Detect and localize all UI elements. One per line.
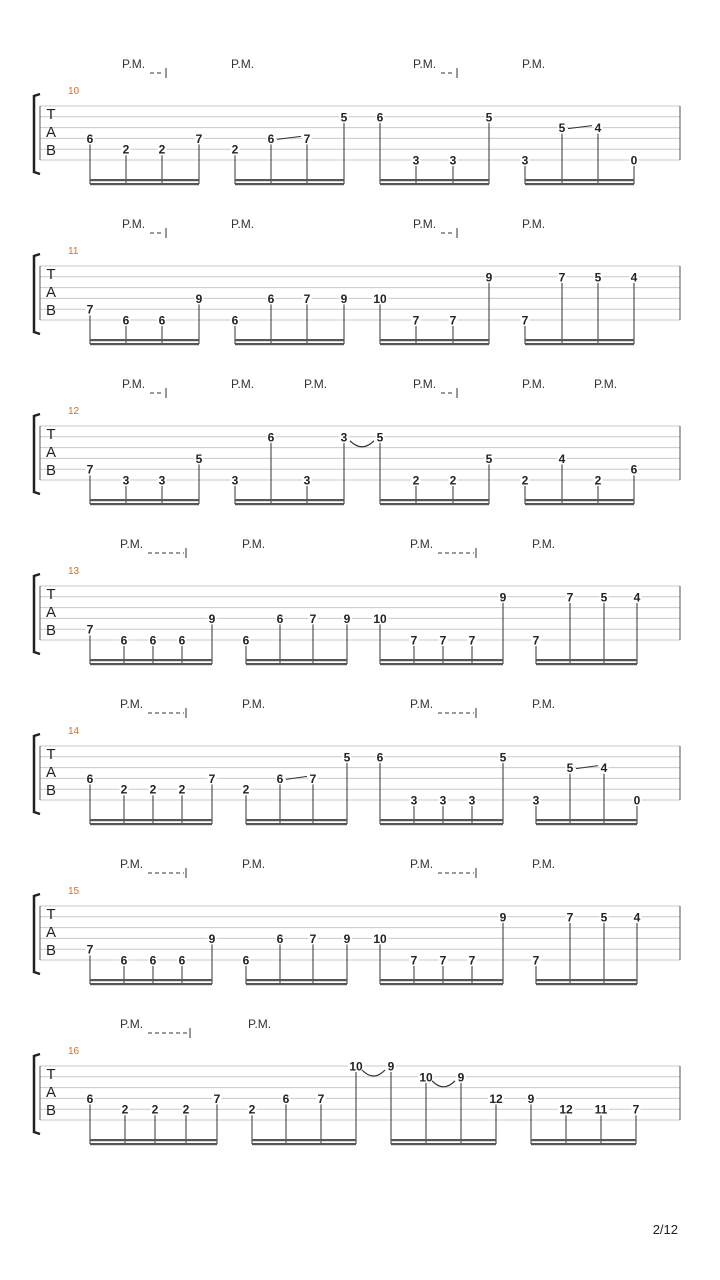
palm-mute-label: P.M. — [410, 697, 434, 711]
fret-number: 7 — [303, 291, 311, 306]
tab-clef-letter: T — [46, 586, 56, 603]
measure-number: 13 — [68, 566, 80, 577]
beam — [531, 1143, 636, 1145]
tie-arc — [432, 1081, 455, 1087]
fret-number: 12 — [559, 1102, 573, 1117]
beam — [380, 343, 489, 345]
fret-number: 2 — [149, 782, 157, 797]
beam — [235, 183, 344, 185]
fret-number: 2 — [182, 1102, 190, 1117]
palm-mute-label: P.M. — [242, 537, 266, 551]
fret-number: 7 — [566, 910, 574, 925]
fret-number: 2 — [122, 142, 130, 157]
fret-number: 9 — [499, 590, 507, 605]
beam — [252, 1143, 356, 1145]
fret-number: 0 — [633, 793, 641, 808]
fret-number: 3 — [532, 793, 540, 808]
palm-mute-label: P.M. — [410, 537, 434, 551]
beam — [536, 983, 637, 985]
fret-number: 6 — [267, 131, 275, 146]
fret-number: 3 — [303, 473, 311, 488]
fret-number: 0 — [630, 153, 638, 168]
beam — [380, 179, 489, 181]
fret-number: 7 — [213, 1091, 221, 1106]
fret-number: 5 — [600, 590, 608, 605]
beam — [525, 503, 634, 505]
beam — [246, 663, 347, 665]
beam — [391, 1143, 496, 1145]
fret-number: 12 — [489, 1091, 503, 1106]
fret-number: 3 — [122, 473, 130, 488]
tab-clef-letter: T — [46, 106, 56, 123]
tab-clef-letter: B — [45, 142, 57, 159]
tab-clef-letter: A — [45, 284, 57, 301]
fret-number: 9 — [208, 611, 216, 626]
tab-clef-letter: B — [45, 462, 57, 479]
fret-number: 7 — [309, 771, 317, 786]
tab-clef-letter: T — [46, 426, 56, 443]
fret-number: 6 — [86, 131, 94, 146]
beam — [380, 979, 503, 981]
beam — [246, 819, 347, 821]
beam — [235, 499, 344, 501]
fret-number: 2 — [178, 782, 186, 797]
measure-number: 12 — [68, 406, 80, 417]
palm-mute-label: P.M. — [410, 857, 434, 871]
fret-number: 2 — [521, 473, 529, 488]
fret-number: 7 — [521, 313, 529, 328]
fret-number: 9 — [527, 1091, 535, 1106]
fret-number: 9 — [195, 291, 203, 306]
palm-mute-label: P.M. — [304, 377, 328, 391]
tab-clef-letter: A — [45, 764, 57, 781]
fret-number: 6 — [120, 633, 128, 648]
fret-number: 2 — [151, 1102, 159, 1117]
beam — [90, 499, 199, 501]
tie-arc — [350, 441, 374, 447]
fret-number: 9 — [340, 291, 348, 306]
palm-mute-label: P.M. — [242, 857, 266, 871]
fret-number: 7 — [317, 1091, 325, 1106]
fret-number: 7 — [195, 131, 203, 146]
fret-number: 9 — [343, 931, 351, 946]
beam — [531, 1139, 636, 1141]
beam — [380, 663, 503, 665]
palm-mute-label: P.M. — [532, 697, 556, 711]
tab-clef-letter: T — [46, 906, 56, 923]
fret-number: 7 — [86, 302, 94, 317]
fret-number: 4 — [594, 121, 602, 136]
beam — [235, 179, 344, 181]
tab-system — [34, 217, 680, 345]
tab-clef-letter: B — [45, 782, 57, 799]
palm-mute-label: P.M. — [522, 217, 546, 231]
fret-number: 5 — [376, 430, 384, 445]
fret-number: 9 — [343, 611, 351, 626]
fret-number: 3 — [468, 793, 476, 808]
fret-number: 2 — [449, 473, 457, 488]
fret-number: 2 — [412, 473, 420, 488]
palm-mute-label: P.M. — [120, 857, 144, 871]
beam — [235, 339, 344, 341]
fret-number: 10 — [373, 291, 387, 306]
fret-number: 7 — [208, 771, 216, 786]
tab-system — [34, 377, 680, 505]
system-bracket — [34, 254, 40, 334]
palm-mute-label: P.M. — [122, 377, 146, 391]
fret-number: 6 — [267, 291, 275, 306]
fret-number: 6 — [120, 953, 128, 968]
beam — [525, 179, 634, 181]
fret-number: 7 — [410, 953, 418, 968]
tab-clef-letter: B — [45, 1102, 57, 1119]
tab-clef-letter: T — [46, 1066, 56, 1083]
fret-number: 10 — [349, 1059, 363, 1074]
tab-clef-letter: A — [45, 604, 57, 621]
beam — [525, 499, 634, 501]
tab-system — [34, 537, 680, 665]
fret-number: 6 — [276, 611, 284, 626]
fret-number: 3 — [439, 793, 447, 808]
fret-number: 2 — [231, 142, 239, 157]
beam — [536, 823, 637, 825]
palm-mute-label: P.M. — [122, 57, 146, 71]
beam — [246, 823, 347, 825]
fret-number: 5 — [566, 761, 574, 776]
tie-arc — [362, 1070, 385, 1076]
beam — [90, 339, 199, 341]
fret-number: 4 — [633, 910, 641, 925]
beam — [90, 659, 212, 661]
system-bracket — [34, 574, 40, 654]
fret-number: 6 — [86, 1091, 94, 1106]
palm-mute-label: P.M. — [122, 217, 146, 231]
measure-number: 16 — [68, 1046, 80, 1057]
fret-number: 7 — [439, 953, 447, 968]
fret-number: 3 — [340, 430, 348, 445]
system-bracket — [34, 94, 40, 174]
fret-number: 7 — [303, 131, 311, 146]
tab-system — [34, 57, 680, 185]
fret-number: 5 — [499, 750, 507, 765]
palm-mute-label: P.M. — [231, 217, 255, 231]
fret-number: 2 — [158, 142, 166, 157]
beam — [90, 823, 212, 825]
beam — [380, 819, 503, 821]
fret-number: 10 — [373, 611, 387, 626]
fret-number: 2 — [242, 782, 250, 797]
beam — [380, 983, 503, 985]
fret-number: 5 — [340, 110, 348, 125]
fret-number: 3 — [231, 473, 239, 488]
fret-number: 2 — [248, 1102, 256, 1117]
tab-clef-letter: B — [45, 622, 57, 639]
fret-number: 2 — [594, 473, 602, 488]
fret-number: 9 — [457, 1070, 465, 1085]
fret-number: 5 — [195, 451, 203, 466]
tab-clef-letter: B — [45, 942, 57, 959]
fret-number: 6 — [178, 953, 186, 968]
fret-number: 9 — [485, 270, 493, 285]
fret-number: 6 — [242, 633, 250, 648]
fret-number: 6 — [158, 313, 166, 328]
beam — [90, 343, 199, 345]
beam — [380, 339, 489, 341]
beam — [246, 983, 347, 985]
beam — [90, 503, 199, 505]
system-bracket — [34, 894, 40, 974]
fret-number: 3 — [410, 793, 418, 808]
palm-mute-label: P.M. — [120, 1017, 144, 1031]
beam — [90, 979, 212, 981]
fret-number: 3 — [412, 153, 420, 168]
system-bracket — [34, 1054, 40, 1134]
beam — [90, 1143, 217, 1145]
palm-mute-label: P.M. — [231, 377, 255, 391]
palm-mute-label: P.M. — [522, 57, 546, 71]
fret-number: 6 — [376, 110, 384, 125]
fret-number: 7 — [449, 313, 457, 328]
measure-number: 14 — [68, 726, 80, 737]
fret-number: 4 — [630, 270, 638, 285]
palm-mute-label: P.M. — [242, 697, 266, 711]
beam — [391, 1139, 496, 1141]
system-bracket — [34, 414, 40, 494]
tab-system — [34, 857, 680, 985]
fret-number: 6 — [122, 313, 130, 328]
fret-number: 2 — [121, 1102, 129, 1117]
fret-number: 6 — [376, 750, 384, 765]
palm-mute-label: P.M. — [413, 377, 437, 391]
fret-number: 6 — [149, 953, 157, 968]
tab-clef-letter: A — [45, 124, 57, 141]
fret-number: 7 — [468, 633, 476, 648]
beam — [380, 503, 489, 505]
palm-mute-label: P.M. — [594, 377, 618, 391]
fret-number: 9 — [499, 910, 507, 925]
tab-clef-letter: T — [46, 746, 56, 763]
fret-number: 7 — [468, 953, 476, 968]
fret-number: 10 — [373, 931, 387, 946]
fret-number: 6 — [149, 633, 157, 648]
fret-number: 6 — [242, 953, 250, 968]
beam — [525, 339, 634, 341]
fret-number: 6 — [630, 462, 638, 477]
fret-number: 7 — [632, 1102, 640, 1117]
palm-mute-label: P.M. — [413, 57, 437, 71]
fret-number: 10 — [419, 1070, 433, 1085]
beam — [536, 979, 637, 981]
fret-number: 7 — [86, 942, 94, 957]
tab-clef-letter: A — [45, 924, 57, 941]
fret-number: 5 — [558, 121, 566, 136]
fret-number: 7 — [86, 622, 94, 637]
beam — [90, 819, 212, 821]
tab-clef-letter: A — [45, 444, 57, 461]
fret-number: 5 — [594, 270, 602, 285]
fret-number: 3 — [521, 153, 529, 168]
fret-number: 5 — [600, 910, 608, 925]
fret-number: 7 — [439, 633, 447, 648]
fret-number: 11 — [594, 1102, 608, 1117]
beam — [380, 183, 489, 185]
beam — [536, 819, 637, 821]
beam — [246, 979, 347, 981]
palm-mute-label: P.M. — [413, 217, 437, 231]
fret-number: 6 — [267, 430, 275, 445]
fret-number: 7 — [309, 611, 317, 626]
fret-number: 7 — [86, 462, 94, 477]
fret-number: 4 — [558, 451, 566, 466]
beam — [525, 183, 634, 185]
beam — [536, 663, 637, 665]
palm-mute-label: P.M. — [120, 697, 144, 711]
fret-number: 5 — [343, 750, 351, 765]
fret-number: 6 — [282, 1091, 290, 1106]
fret-number: 7 — [566, 590, 574, 605]
fret-number: 3 — [449, 153, 457, 168]
beam — [90, 183, 199, 185]
tab-system — [34, 697, 680, 825]
fret-number: 3 — [158, 473, 166, 488]
palm-mute-label: P.M. — [532, 857, 556, 871]
fret-number: 6 — [276, 931, 284, 946]
beam — [525, 343, 634, 345]
beam — [90, 179, 199, 181]
fret-number: 6 — [86, 771, 94, 786]
beam — [536, 659, 637, 661]
fret-number: 7 — [532, 953, 540, 968]
beam — [90, 983, 212, 985]
palm-mute-label: P.M. — [231, 57, 255, 71]
tab-system — [34, 1017, 680, 1145]
beam — [380, 823, 503, 825]
measure-number: 10 — [68, 86, 80, 97]
beam — [90, 663, 212, 665]
beam — [380, 659, 503, 661]
tab-clef-letter: A — [45, 1084, 57, 1101]
measure-number: 11 — [68, 246, 79, 257]
fret-number: 7 — [309, 931, 317, 946]
beam — [235, 343, 344, 345]
measure-number: 15 — [68, 886, 80, 897]
system-bracket — [34, 734, 40, 814]
fret-number: 7 — [532, 633, 540, 648]
palm-mute-label: P.M. — [120, 537, 144, 551]
fret-number: 4 — [633, 590, 641, 605]
fret-number: 6 — [231, 313, 239, 328]
beam — [380, 499, 489, 501]
beam — [252, 1139, 356, 1141]
page-number: 2/12 — [652, 1222, 678, 1237]
fret-number: 5 — [485, 451, 493, 466]
fret-number: 2 — [120, 782, 128, 797]
fret-number: 7 — [558, 270, 566, 285]
tab-clef-letter: B — [45, 302, 57, 319]
fret-number: 7 — [412, 313, 420, 328]
fret-number: 4 — [600, 761, 608, 776]
fret-number: 6 — [276, 771, 284, 786]
beam — [90, 1139, 217, 1141]
palm-mute-label: P.M. — [522, 377, 546, 391]
fret-number: 6 — [178, 633, 186, 648]
palm-mute-label: P.M. — [532, 537, 556, 551]
beam — [235, 503, 344, 505]
fret-number: 9 — [387, 1059, 395, 1074]
fret-number: 5 — [485, 110, 493, 125]
tab-clef-letter: T — [46, 266, 56, 283]
fret-number: 9 — [208, 931, 216, 946]
fret-number: 7 — [410, 633, 418, 648]
palm-mute-label: P.M. — [248, 1017, 272, 1031]
beam — [246, 659, 347, 661]
